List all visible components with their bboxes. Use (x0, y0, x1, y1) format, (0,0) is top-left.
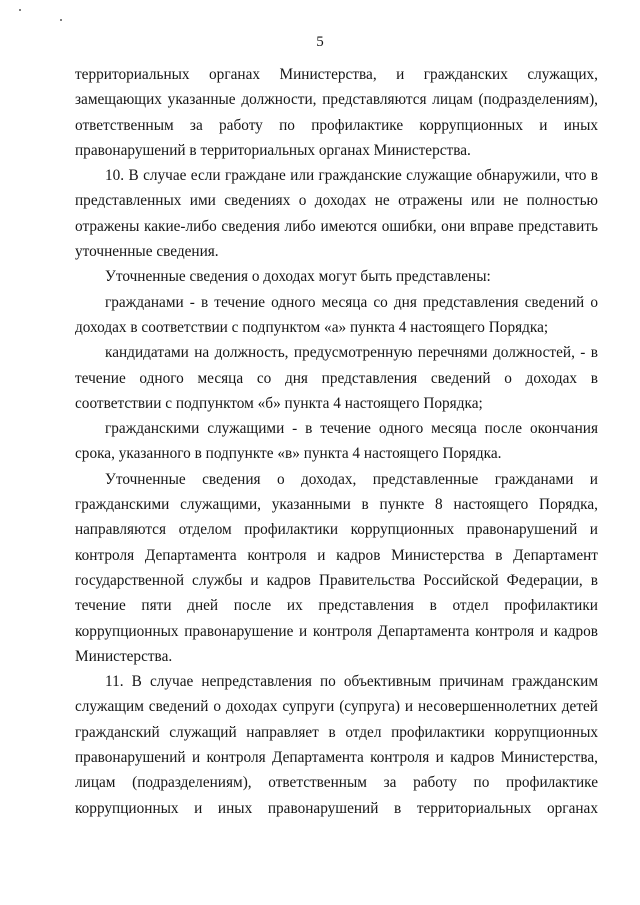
paragraph: Уточненные сведения о доходах, представленные гражданами и гражданскими служащими, указанными в пункте 8 настоящего Порядка, направляются отделом профилактики коррупционных правонарушений и контроля Департамента контроля и кадров Министерства в Департамент государственной службы и кадров Правительства Российской Федерации, в течение пяти дней после их представления в отдел профилактики коррупционных правонарушение и контроля Департамента контроля и кадров Министерства. (75, 470, 598, 665)
scan-speck (60, 19, 62, 21)
page-number: 5 (316, 34, 324, 50)
paragraph: гражданскими служащими - в течение одного месяца после окончания срока, указанного в подпункте «в» пункта 4 настоящего Порядка. (75, 420, 598, 463)
paragraph: кандидатами на должность, предусмотренную перечнями должностей, - в течение одного месяца со дня представления сведений о доходах в соответствии с подпунктом «б» пункта 4 настоящего Порядка; (75, 344, 598, 412)
scan-speck (19, 9, 21, 11)
paragraph: 10. В случае если граждане или гражданские служащие обнаружили, что в представленных ими сведениях о доходах не отражены или не полностью отражены какие-либо сведения либо имеются ошибки, они вправе представить уточненные сведения. (75, 167, 598, 261)
paragraph: 11. В случае непредставления по объективным причинам гражданским служащим сведений о доходах супруги (супруга) и несовершеннолетних детей гражданский служащий направляет в отдел профилактики коррупционных правонарушений и контроля Департамента контроля и кадров Министерства, лицам (подразделениям), ответственным за работу по профилактике коррупционных и иных правонарушений в территориальных органах (75, 673, 598, 817)
document-body (75, 62, 598, 821)
paragraph: Уточненные сведения о доходах могут быть представлены: (105, 268, 491, 286)
paragraph: гражданами - в течение одного месяца со дня представления сведений о доходах в соответствии с подпунктом «а» пункта 4 настоящего Порядка; (75, 293, 598, 336)
paragraph: территориальных органах Министерства, и гражданских служащих, замещающих указанные должности, представляются лицам (подразделениям), ответственным за работу по профилактике коррупционных и иных правонарушений в территориальных органах Министерства. (75, 66, 598, 159)
